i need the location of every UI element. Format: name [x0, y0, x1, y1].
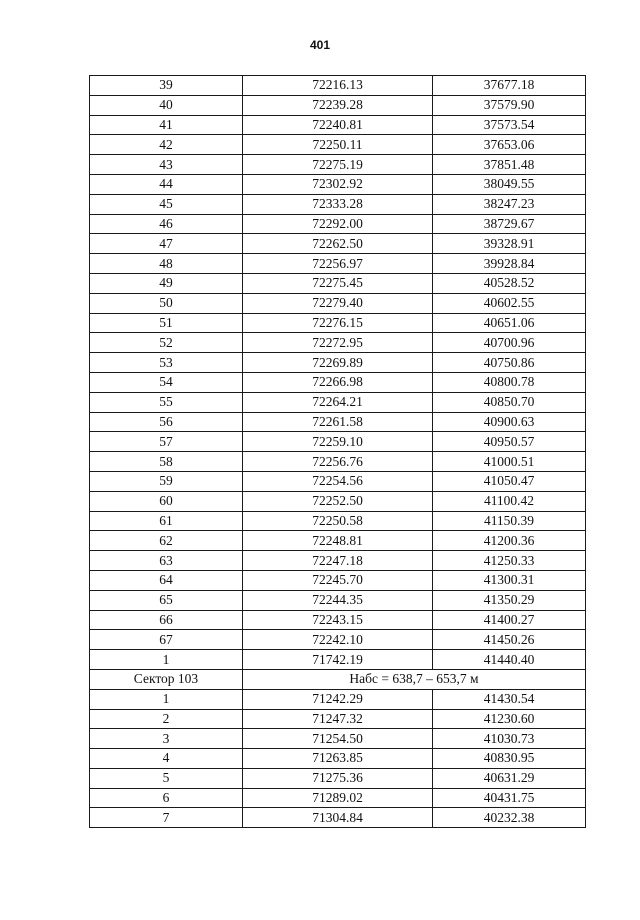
sector-height-range: Набс = 638,7 – 653,7 м: [243, 669, 586, 689]
point-number-cell: 51: [90, 313, 243, 333]
y-coordinate-cell: 40900.63: [433, 412, 586, 432]
point-number-cell: 50: [90, 293, 243, 313]
y-coordinate-cell: 40750.86: [433, 353, 586, 373]
table-row: [90, 709, 586, 729]
y-coordinate-cell: 39328.91: [433, 234, 586, 254]
y-coordinate-cell: 41300.31: [433, 570, 586, 590]
table-row: [90, 392, 586, 412]
y-coordinate-cell: 41400.27: [433, 610, 586, 630]
point-number-cell: 59: [90, 471, 243, 491]
y-coordinate-cell: 41450.26: [433, 630, 586, 650]
point-number-cell: 44: [90, 174, 243, 194]
point-number-cell: 1: [90, 689, 243, 709]
table-row: [90, 273, 586, 293]
table-row: [90, 313, 586, 333]
point-number-cell: 65: [90, 590, 243, 610]
point-number-cell: 39: [90, 76, 243, 96]
x-coordinate-cell: 72256.76: [243, 452, 433, 472]
y-coordinate-cell: 40850.70: [433, 392, 586, 412]
table-row: [90, 214, 586, 234]
x-coordinate-cell: 72276.15: [243, 313, 433, 333]
point-number-cell: 55: [90, 392, 243, 412]
table-row: [90, 630, 586, 650]
table-row: [90, 689, 586, 709]
x-coordinate-cell: 72269.89: [243, 353, 433, 373]
y-coordinate-cell: 40651.06: [433, 313, 586, 333]
x-coordinate-cell: 72259.10: [243, 432, 433, 452]
table-row: [90, 135, 586, 155]
table-row: [90, 471, 586, 491]
y-coordinate-cell: 41350.29: [433, 590, 586, 610]
y-coordinate-cell: 41100.42: [433, 491, 586, 511]
y-coordinate-cell: 40700.96: [433, 333, 586, 353]
point-number-cell: 41: [90, 115, 243, 135]
table-row: [90, 353, 586, 373]
x-coordinate-cell: 72275.45: [243, 273, 433, 293]
table-row: [90, 729, 586, 749]
y-coordinate-cell: 37579.90: [433, 95, 586, 115]
table-row: [90, 788, 586, 808]
table-row: [90, 115, 586, 135]
point-number-cell: 56: [90, 412, 243, 432]
x-coordinate-cell: 72248.81: [243, 531, 433, 551]
x-coordinate-cell: 72254.56: [243, 471, 433, 491]
x-coordinate-cell: 72292.00: [243, 214, 433, 234]
table-row: [90, 333, 586, 353]
x-coordinate-cell: 72272.95: [243, 333, 433, 353]
y-coordinate-cell: 41200.36: [433, 531, 586, 551]
x-coordinate-cell: 71254.50: [243, 729, 433, 749]
x-coordinate-cell: 71242.29: [243, 689, 433, 709]
point-number-cell: 7: [90, 808, 243, 828]
table-row: [90, 194, 586, 214]
y-coordinate-cell: 41050.47: [433, 471, 586, 491]
table-row: [90, 511, 586, 531]
y-coordinate-cell: 40950.57: [433, 432, 586, 452]
point-number-cell: 52: [90, 333, 243, 353]
point-number-cell: 53: [90, 353, 243, 373]
table-row: [90, 95, 586, 115]
table-row: [90, 76, 586, 96]
coordinates-table-body: [90, 76, 586, 828]
point-number-cell: 54: [90, 372, 243, 392]
table-row: [90, 590, 586, 610]
y-coordinate-cell: 40602.55: [433, 293, 586, 313]
y-coordinate-cell: 40232.38: [433, 808, 586, 828]
x-coordinate-cell: 72216.13: [243, 76, 433, 96]
point-number-cell: 43: [90, 155, 243, 175]
point-number-cell: 60: [90, 491, 243, 511]
coordinates-table: [89, 75, 586, 828]
x-coordinate-cell: 72275.19: [243, 155, 433, 175]
point-number-cell: 48: [90, 254, 243, 274]
point-number-cell: 67: [90, 630, 243, 650]
x-coordinate-cell: 72266.98: [243, 372, 433, 392]
point-number-cell: 6: [90, 788, 243, 808]
x-coordinate-cell: 72279.40: [243, 293, 433, 313]
point-number-cell: 61: [90, 511, 243, 531]
x-coordinate-cell: 71263.85: [243, 749, 433, 769]
sector-name: Сектор 103: [90, 669, 243, 689]
table-row: [90, 491, 586, 511]
table-row: [90, 452, 586, 472]
y-coordinate-cell: 38729.67: [433, 214, 586, 234]
y-coordinate-cell: 41250.33: [433, 551, 586, 571]
table-row: [90, 174, 586, 194]
y-coordinate-cell: 41430.54: [433, 689, 586, 709]
y-coordinate-cell: 37653.06: [433, 135, 586, 155]
point-number-cell: 40: [90, 95, 243, 115]
point-number-cell: 58: [90, 452, 243, 472]
y-coordinate-cell: 41150.39: [433, 511, 586, 531]
table-row: [90, 749, 586, 769]
table-row: [90, 650, 586, 670]
x-coordinate-cell: 72261.58: [243, 412, 433, 432]
table-row: [90, 610, 586, 630]
x-coordinate-cell: 71275.36: [243, 768, 433, 788]
y-coordinate-cell: 37677.18: [433, 76, 586, 96]
table-row: [90, 155, 586, 175]
point-number-cell: 66: [90, 610, 243, 630]
x-coordinate-cell: 72240.81: [243, 115, 433, 135]
table-row: [90, 768, 586, 788]
y-coordinate-cell: 37573.54: [433, 115, 586, 135]
x-coordinate-cell: 71742.19: [243, 650, 433, 670]
page-number: 401: [309, 38, 331, 52]
point-number-cell: 63: [90, 551, 243, 571]
x-coordinate-cell: 72333.28: [243, 194, 433, 214]
table-row: [90, 808, 586, 828]
x-coordinate-cell: 72247.18: [243, 551, 433, 571]
point-number-cell: 5: [90, 768, 243, 788]
x-coordinate-cell: 72264.21: [243, 392, 433, 412]
table-row: [90, 432, 586, 452]
table-row: [90, 254, 586, 274]
x-coordinate-cell: 72242.10: [243, 630, 433, 650]
y-coordinate-cell: 40431.75: [433, 788, 586, 808]
x-coordinate-cell: 72245.70: [243, 570, 433, 590]
y-coordinate-cell: 41440.40: [433, 650, 586, 670]
y-coordinate-cell: 40528.52: [433, 273, 586, 293]
y-coordinate-cell: 41230.60: [433, 709, 586, 729]
table-row: [90, 372, 586, 392]
x-coordinate-cell: 71289.02: [243, 788, 433, 808]
y-coordinate-cell: 40800.78: [433, 372, 586, 392]
point-number-cell: 45: [90, 194, 243, 214]
x-coordinate-cell: 72250.11: [243, 135, 433, 155]
point-number-cell: 49: [90, 273, 243, 293]
x-coordinate-cell: 71247.32: [243, 709, 433, 729]
point-number-cell: 42: [90, 135, 243, 155]
x-coordinate-cell: 72239.28: [243, 95, 433, 115]
y-coordinate-cell: 41030.73: [433, 729, 586, 749]
x-coordinate-cell: 71304.84: [243, 808, 433, 828]
y-coordinate-cell: 40631.29: [433, 768, 586, 788]
point-number-cell: 46: [90, 214, 243, 234]
table-row: [90, 570, 586, 590]
table-row: [90, 234, 586, 254]
y-coordinate-cell: 41000.51: [433, 452, 586, 472]
y-coordinate-cell: 39928.84: [433, 254, 586, 274]
sector-header-row: [90, 669, 586, 689]
x-coordinate-cell: 72262.50: [243, 234, 433, 254]
point-number-cell: 2: [90, 709, 243, 729]
point-number-cell: 47: [90, 234, 243, 254]
x-coordinate-cell: 72256.97: [243, 254, 433, 274]
point-number-cell: 57: [90, 432, 243, 452]
y-coordinate-cell: 40830.95: [433, 749, 586, 769]
x-coordinate-cell: 72252.50: [243, 491, 433, 511]
point-number-cell: 1: [90, 650, 243, 670]
point-number-cell: 62: [90, 531, 243, 551]
x-coordinate-cell: 72244.35: [243, 590, 433, 610]
table-row: [90, 551, 586, 571]
y-coordinate-cell: 38247.23: [433, 194, 586, 214]
point-number-cell: 3: [90, 729, 243, 749]
y-coordinate-cell: 38049.55: [433, 174, 586, 194]
x-coordinate-cell: 72302.92: [243, 174, 433, 194]
table-row: [90, 412, 586, 432]
point-number-cell: 64: [90, 570, 243, 590]
table-row: [90, 531, 586, 551]
table-row: [90, 293, 586, 313]
y-coordinate-cell: 37851.48: [433, 155, 586, 175]
x-coordinate-cell: 72243.15: [243, 610, 433, 630]
x-coordinate-cell: 72250.58: [243, 511, 433, 531]
point-number-cell: 4: [90, 749, 243, 769]
